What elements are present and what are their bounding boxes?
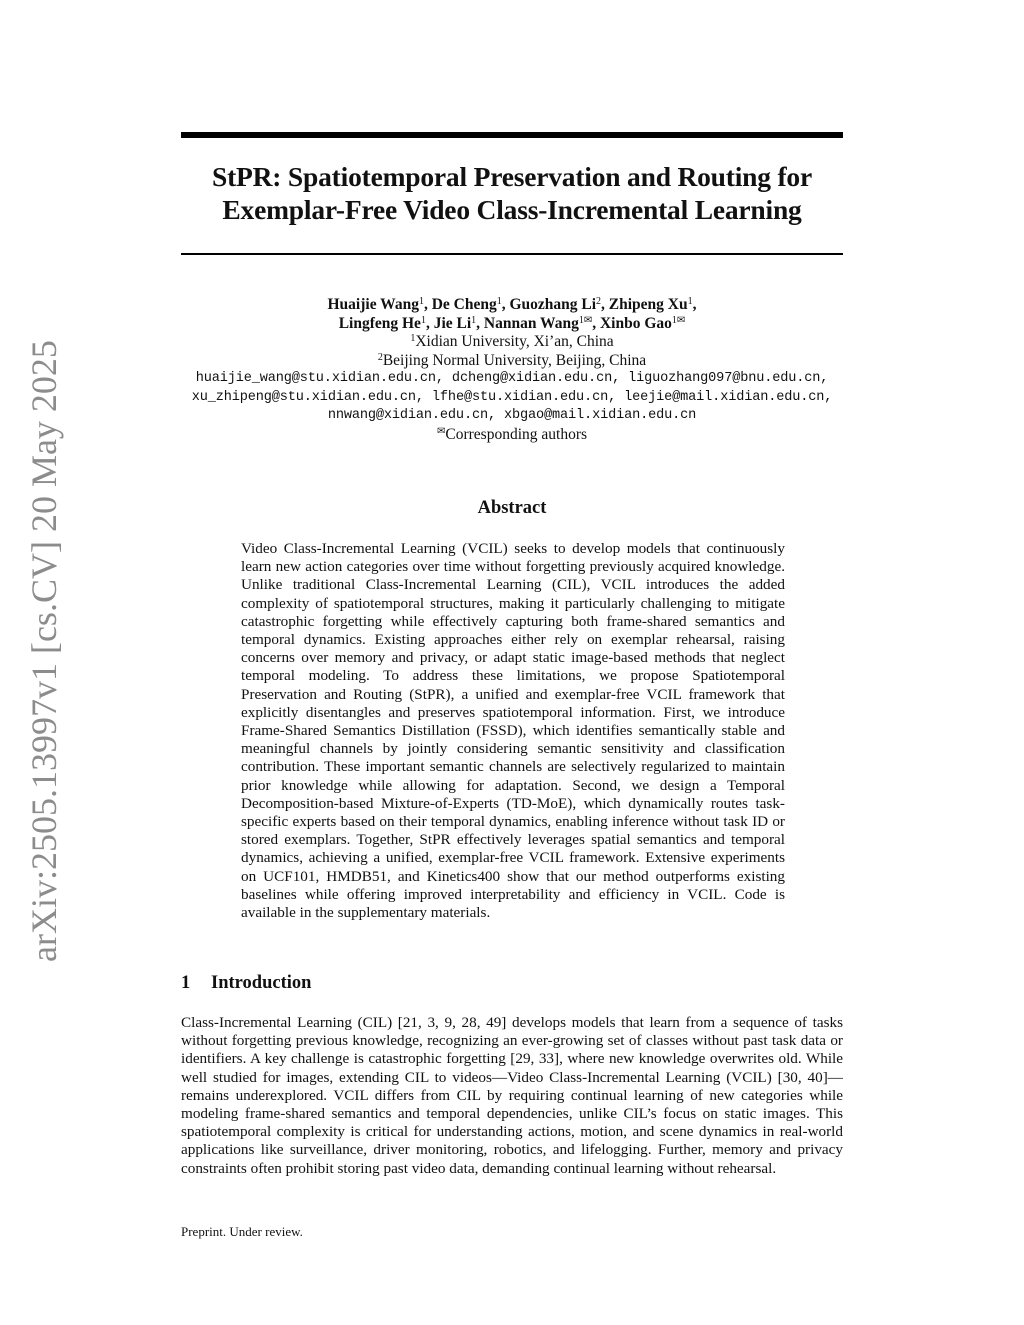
email-line-1: huaijie_wang@stu.xidian.edu.cn, dcheng@xidian.edu.cn, liguozhang097@bnu.edu.cn, xyxy=(195,371,829,386)
author-affiliation-mark: 1 xyxy=(471,314,477,326)
author-name: Lingfeng He xyxy=(338,314,421,332)
author-block xyxy=(150,296,874,444)
author-separator: , xyxy=(476,314,484,332)
author-separator: , xyxy=(592,314,600,332)
affiliation-text: Xidian University, Xi’an, China xyxy=(415,333,614,350)
affiliation-mark: 1 xyxy=(410,333,416,344)
author-line-2 xyxy=(150,315,874,334)
affiliation-mark: 2 xyxy=(377,351,383,363)
title-top-rule xyxy=(181,132,843,138)
paper-title-line-1: StPR: Spatiotemporal Preservation and Routing for xyxy=(211,161,812,192)
email-line-2: xu_zhipeng@stu.xidian.edu.cn, lfhe@stu.xidian.edu.cn, leejie@mail.xidian.edu.cn, xyxy=(191,389,833,405)
author-affiliation-mark: 1✉ xyxy=(671,314,686,326)
author-line-1 xyxy=(150,296,874,315)
author-separator: , xyxy=(692,296,697,313)
author-separator: , xyxy=(425,314,434,332)
author-separator: , xyxy=(501,296,510,313)
corresponding-authors-text: Corresponding authors xyxy=(445,425,588,443)
author-separator: , xyxy=(601,296,609,313)
paper-title xyxy=(181,160,843,226)
author-name: Guozhang Li xyxy=(509,296,597,313)
author-separator: , xyxy=(423,296,432,313)
corresponding-authors-note xyxy=(150,426,874,445)
paper-title-line-2: Exemplar-Free Video Class-Incremental Learning xyxy=(222,194,802,225)
section-heading-introduction xyxy=(181,971,311,995)
abstract-body xyxy=(241,540,785,922)
author-name: Huaijie Wang xyxy=(327,296,419,313)
author-affiliation-mark: 1 xyxy=(687,296,693,307)
abstract-heading: Abstract xyxy=(477,498,547,518)
author-name: Zhipeng Xu xyxy=(608,296,688,313)
introduction-body xyxy=(181,1014,843,1178)
affiliation-2 xyxy=(150,352,874,371)
preprint-footer: Preprint. Under review. xyxy=(181,1224,303,1239)
section-number: 1 xyxy=(181,973,191,993)
introduction-paragraph: Class-Incremental Learning (CIL) [21, 3, 9, 28, 49] develops models that learn from a sequence of tasks without forgetting previous knowledge, recognizing an ever-growing set of classes without past task data or identifiers. A key challenge is catastrophic forgetting [29, 33], where new knowledge overwrites old. While well studied for images, extending CIL to videos—Video Class-Incremental Learning (VCIL) [30, 40]—remains underexplored. VCIL differs from CIL by requiring continual learning of new categories while modeling frame-shared semantics and temporal dependencies, unlike CIL’s focus on static images. This spatiotemporal complexity is critical for understanding actions, motion, and scene dynamics in real-world applications like surveillance, driver monitoring, robotics, and lifelogging. Further, memory and privacy constraints often prohibit storing past video data, demanding continual learning without rehearsal. xyxy=(181,1014,843,1177)
author-name: Jie Li xyxy=(433,314,472,332)
section-title-text: Introduction xyxy=(211,973,312,993)
arxiv-identifier-stamp: arXiv:2505.13997v1 [cs.CV] 20 May 2025 xyxy=(24,340,64,962)
affiliation-text: Beijing Normal University, Beijing, China xyxy=(382,351,647,369)
affiliation-1 xyxy=(150,333,874,352)
author-name: Nannan Wang xyxy=(483,314,579,332)
author-name: Xinbo Gao xyxy=(599,314,672,332)
author-affiliation-mark: 2 xyxy=(596,296,602,307)
author-affiliation-mark: 1 xyxy=(418,296,424,307)
abstract-paragraph: Video Class-Incremental Learning (VCIL) seeks to develop models that continuously learn new action categories over time without forgetting previously acquired knowledge. Unlike traditional Class-Incremental Learning (CIL), VCIL introduces the added complexity of spatiotemporal structures, making it particularly challenging to mitigate catastrophic forgetting while effectively capturing both frame-shared semantics and temporal dynamics. Existing approaches either rely on exemplar rehearsal, raising concerns over memory and privacy, or adapt static image-based methods that neglect temporal modeling. To address these limitations, we propose Spatiotemporal Preservation and Routing (StPR), a unified and exemplar-free VCIL framework that explicitly disentangles and preserves spatiotemporal information. First, we introduce Frame-Shared Semantics Distillation (FSSD), which identifies semantically stable and meaningful channels by jointly considering semantic sensitivity and classification contribution. These important semantic channels are selectively regularized to maintain prior knowledge while allowing for adaptation. Second, we design a Temporal Decomposition-based Mixture-of-Experts (TD-MoE), which dynamically routes task-specific experts based on their temporal dynamics, enabling inference without task ID or stored exemplars. Together, StPR effectively leverages spatial semantics and temporal dynamics, achieving a unified, exemplar-free VCIL framework. Extensive experiments on UCF101, HMDB51, and Kinetics400 show that our method outperforms existing baselines while offering improved interpretability and efficiency in VCIL. Code is available in the supplementary materials. xyxy=(241,540,785,922)
author-affiliation-mark: 1 xyxy=(496,296,502,307)
author-affiliation-mark: 1 xyxy=(420,314,426,326)
author-name: De Cheng xyxy=(431,296,497,313)
author-affiliation-mark: 1✉ xyxy=(578,314,593,326)
title-bottom-rule xyxy=(181,253,843,255)
envelope-icon: ✉ xyxy=(436,425,446,437)
email-line-3: nnwang@xidian.edu.cn, xbgao@mail.xidian.edu.cn xyxy=(327,408,697,423)
